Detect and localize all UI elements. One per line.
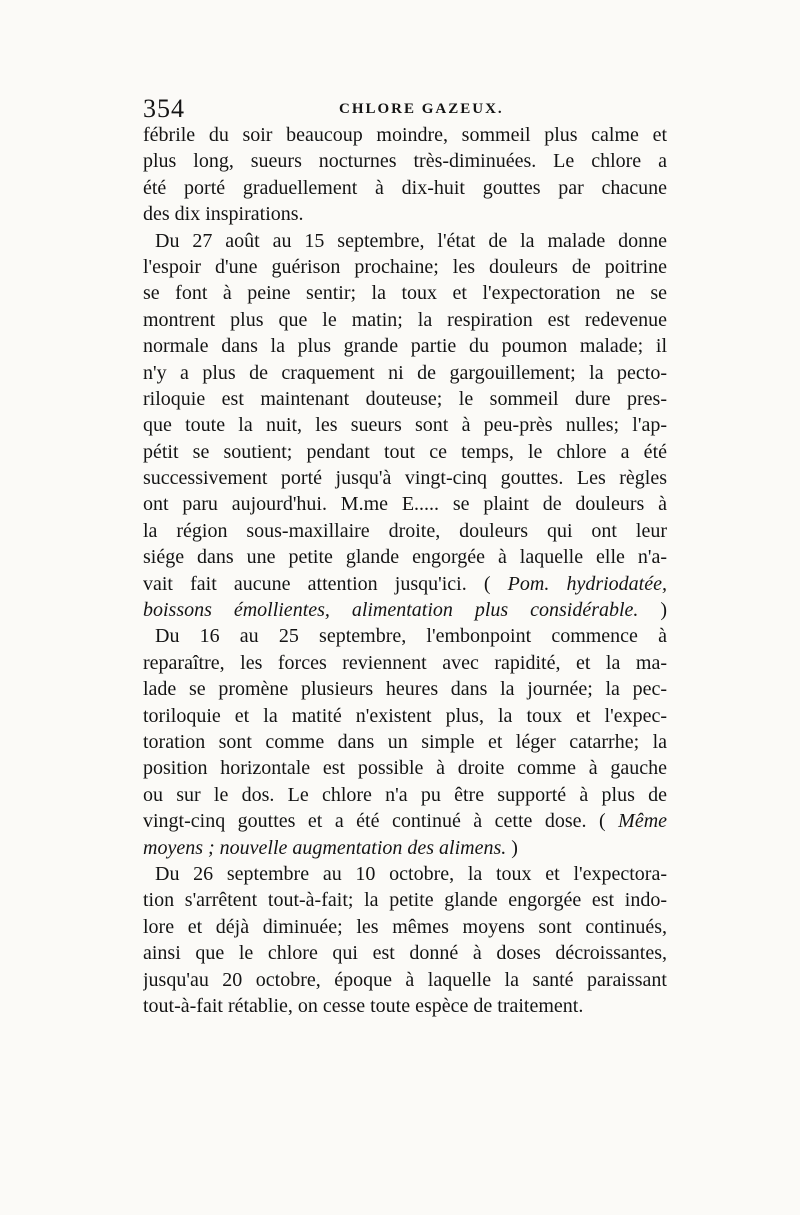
- text-line: toration sont comme dans un simple et léger catarrhe; la: [143, 730, 667, 753]
- italic-prescription: boissons émollientes, alimentation plus considérable.: [143, 599, 639, 622]
- text-line: n'y a plus de craquement ni de gargouillement; la pecto-: [143, 361, 667, 384]
- text-line: toriloquie et la matité n'existent plus, la toux et l'expec-: [143, 704, 667, 727]
- text-line: position horizontale est possible à droite comme à gauche: [143, 757, 667, 780]
- text-segment: ): [638, 599, 667, 622]
- text-line: lade se promène plusieurs heures dans la journée; la pec-: [143, 678, 667, 701]
- text-line-with-italic: [143, 597, 667, 623]
- text-line: normale dans la plus grande partie du poumon malade; il: [143, 335, 667, 358]
- text-line: montrent plus que le matin; la respiration est redevenue: [143, 308, 667, 331]
- italic-prescription: Même: [618, 810, 667, 833]
- body-text: [143, 122, 667, 1019]
- italic-prescription: Pom. hydriodatée,: [507, 572, 667, 595]
- text-line: jusqu'au 20 octobre, époque à laquelle la santé paraissant: [143, 968, 667, 991]
- italic-prescription: moyens ; nouvelle augmentation des alimens.: [143, 836, 507, 859]
- text-line: été porté graduellement à dix-huit gouttes par chacune: [143, 176, 667, 199]
- text-line: reparaître, les forces reviennent avec rapidité, et la ma-: [143, 651, 667, 674]
- text-line: ou sur le dos. Le chlore n'a pu être supporté à plus de: [143, 783, 667, 806]
- paragraph-start-line: Du 27 août au 15 septembre, l'état de la malade donne: [155, 229, 667, 252]
- text-line: lore et déjà diminuée; les mêmes moyens sont continués,: [143, 915, 667, 938]
- running-title: CHLORE GAZEUX.: [339, 101, 504, 117]
- text-line: des dix inspirations.: [143, 203, 304, 226]
- text-segment: vait fait aucune attention jusqu'ici. (: [143, 572, 491, 595]
- text-segment: ): [506, 836, 518, 859]
- text-line: riloquie est maintenant douteuse; le sommeil dure pres-: [143, 387, 667, 410]
- text-line: ainsi que le chlore qui est donné à doses décroissantes,: [143, 942, 667, 965]
- page-number: 354: [143, 94, 185, 123]
- text-segment: vingt-cinq gouttes et a été continué à cette dose. (: [143, 810, 606, 833]
- text-line: tion s'arrêtent tout-à-fait; la petite glande engorgée est indo-: [143, 889, 667, 912]
- text-line: siége dans une petite glande engorgée à laquelle elle n'a-: [143, 546, 667, 569]
- text-line: pétit se soutient; pendant tout ce temps, le chlore a été: [143, 440, 667, 463]
- text-line: successivement porté jusqu'à vingt-cinq gouttes. Les règles: [143, 467, 667, 490]
- text-line: ont paru aujourd'hui. M.me E..... se plaint de douleurs à: [143, 493, 667, 516]
- text-line: fébrile du soir beaucoup moindre, sommeil plus calme et: [143, 124, 667, 146]
- text-line: tout-à-fait rétablie, on cesse toute espèce de traitement.: [143, 994, 584, 1017]
- text-line-with-italic: [143, 571, 667, 597]
- paragraph-start-line: Du 26 septembre au 10 octobre, la toux et l'expectora-: [155, 862, 667, 885]
- text-line-with-italic: [143, 835, 667, 861]
- text-line: la région sous-maxillaire droite, douleurs qui ont leur: [143, 519, 667, 542]
- text-line: plus long, sueurs nocturnes très-diminuées. Le chlore a: [143, 150, 667, 173]
- text-line: se font à peine sentir; la toux et l'expectoration ne se: [143, 282, 667, 305]
- text-line: que toute la nuit, les sueurs sont à peu-près nulles; l'ap-: [143, 414, 667, 437]
- paragraph-start-line: Du 16 au 25 septembre, l'embonpoint commence à: [155, 625, 667, 648]
- text-line-with-italic: [143, 808, 667, 834]
- text-line: l'espoir d'une guérison prochaine; les douleurs de poitrine: [143, 255, 667, 278]
